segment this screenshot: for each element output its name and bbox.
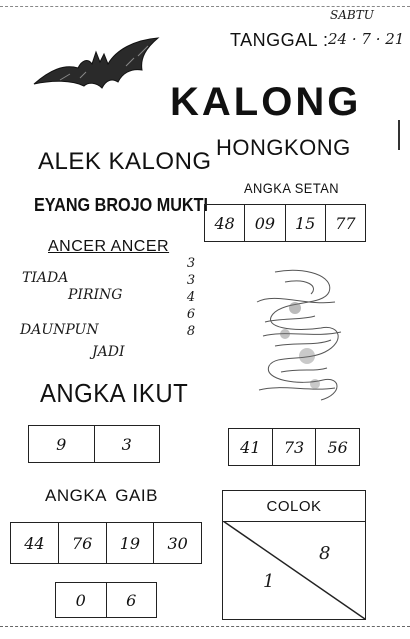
gaib-value-2: 76 — [59, 523, 107, 563]
colok-upper-right: 8 — [319, 543, 331, 564]
three-value-3: 56 — [327, 437, 348, 457]
setan-value-2: 09 — [245, 205, 285, 241]
top-dashed-edge — [0, 6, 410, 7]
left-heading: ALEK KALONG — [38, 148, 212, 175]
ikut-value-1: 9 — [29, 426, 95, 462]
setan-label: ANGKA SETAN — [244, 180, 340, 196]
ikut-label: ANGKA IKUT — [40, 378, 189, 408]
right-edge-mark — [398, 120, 400, 150]
ancer-label: ANCER ANCER — [48, 238, 170, 255]
gaib-value-4: 30 — [167, 533, 188, 553]
ancer-line-4: JADI — [92, 344, 125, 360]
gaib-label: ANGKA GAIB — [45, 486, 158, 505]
ikut-value-2: 3 — [121, 434, 132, 454]
three-values-box — [228, 428, 360, 466]
colok-label: COLOK — [266, 497, 322, 515]
colok-diagonal — [223, 521, 365, 619]
three-value-1: 41 — [229, 429, 273, 465]
page-title: KALONG — [170, 80, 362, 124]
bat-icon — [30, 30, 170, 110]
right-heading: HONGKONG — [216, 135, 351, 160]
date-value: 24 · 7 · 21 — [328, 30, 405, 48]
setan-value-4: 77 — [335, 213, 356, 233]
colok-lower-left: 1 — [263, 571, 275, 592]
ancer-line-1: TIADA — [22, 270, 69, 286]
setan-box — [204, 204, 366, 242]
colok-box — [222, 490, 366, 620]
day-text: SABTU — [330, 8, 374, 22]
left-subheading: EYANG BROJO MUKTI — [34, 195, 209, 215]
vertical-scribble: 3 3 4 6 8 — [186, 256, 196, 339]
gaib-extra-value-2: 6 — [126, 590, 137, 610]
colok-header — [223, 491, 365, 522]
setan-value-1: 48 — [205, 205, 245, 241]
setan-value-3: 15 — [286, 205, 326, 241]
scribble-drawing — [245, 262, 355, 410]
gaib-value-3: 19 — [107, 523, 155, 563]
ancer-line-2: PIRING — [68, 287, 123, 303]
three-value-2: 73 — [273, 429, 317, 465]
gaib-extra-value-1: 0 — [56, 583, 107, 617]
gaib-extra-box — [55, 582, 157, 618]
date-label: TANGGAL : — [230, 30, 329, 50]
ancer-line-3: DAUNPUN — [20, 322, 99, 338]
bottom-dashed-edge — [0, 626, 410, 627]
gaib-value-1: 44 — [11, 523, 59, 563]
gaib-box — [10, 522, 202, 564]
ikut-box — [28, 425, 160, 463]
